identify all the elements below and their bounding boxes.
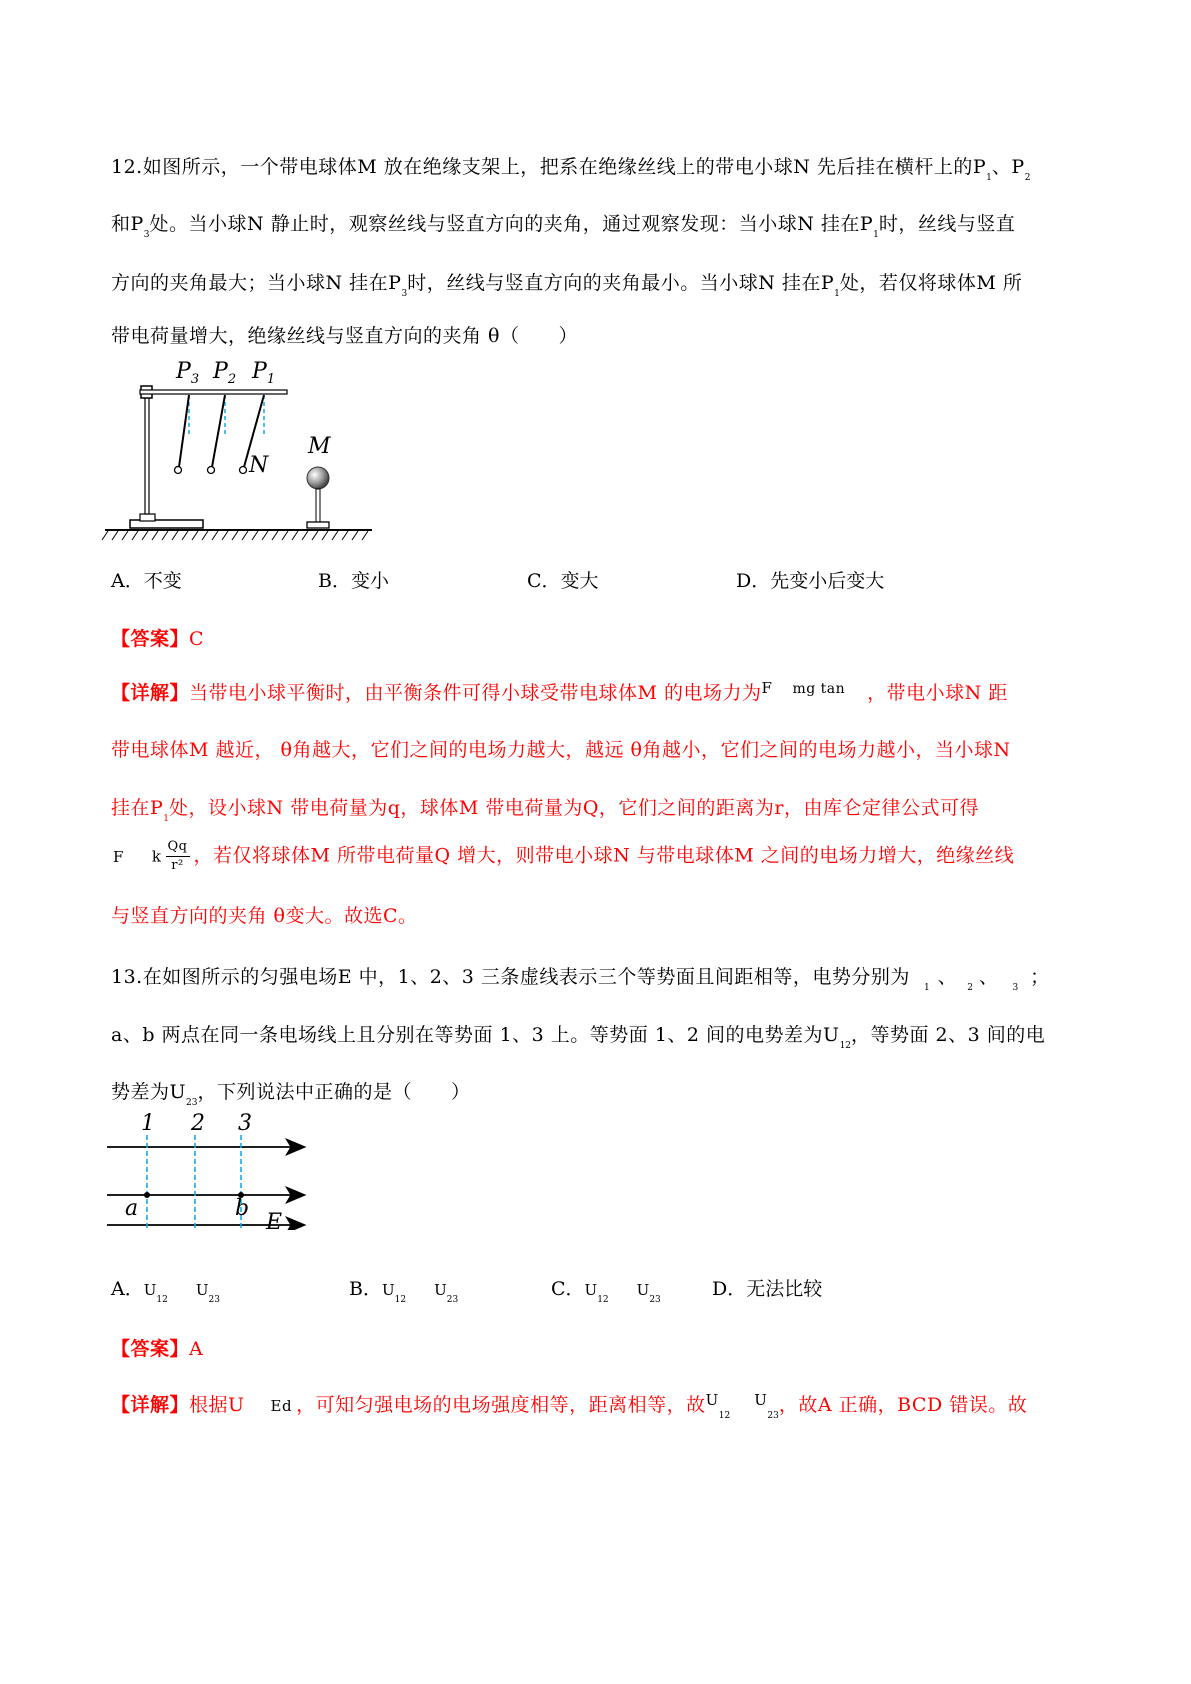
formula-f: F <box>113 847 124 866</box>
point-a-label: a <box>125 1196 139 1221</box>
q12-stem-line-1 <box>111 152 1030 183</box>
q13-text: 13.在如图所示的匀强电场E 中，1、2、3 三条虚线表示三个等势面且间距相等，电势分别为 <box>111 966 910 988</box>
subscript: 12 <box>718 1411 731 1421</box>
subscript: 3 <box>1012 983 1019 993</box>
subscript: 12 <box>839 1041 852 1051</box>
subscript: 3 <box>401 289 408 299</box>
subscript: 23 <box>649 1295 661 1305</box>
q12-stem-line-2 <box>111 209 1015 240</box>
subscript: 2 <box>1024 173 1031 183</box>
q13-option-b[interactable] <box>349 1274 458 1305</box>
formula-k: k <box>151 847 162 866</box>
field-e-label: E <box>266 1210 283 1235</box>
subscript: 3 <box>143 230 150 240</box>
subscript: 1 <box>873 230 879 240</box>
fraction-denominator: r² <box>171 858 184 873</box>
surface-3-label: 3 <box>238 1111 252 1136</box>
option-prefix: B． <box>349 1278 382 1300</box>
detail-text: ，带电小球N 距 <box>867 682 1008 704</box>
subscript: 23 <box>208 1295 220 1305</box>
q12-text: 和P <box>111 213 144 235</box>
formula-f: F <box>761 679 773 697</box>
m-label: M <box>308 434 331 459</box>
subscript: 2 <box>967 983 973 993</box>
subscript: 23 <box>767 1411 779 1421</box>
subscript: 1 <box>834 289 840 299</box>
formula-u: U <box>754 1391 768 1409</box>
q13-option-c[interactable] <box>551 1274 661 1305</box>
formula-ed: Ed <box>270 1397 293 1415</box>
detail-text: 挂在P <box>111 797 164 819</box>
detail-text: ，若仅将球体M 所带电荷量Q 增大，则带电小球N 与带电球体M 之间的电场力增大，绝缘丝线 <box>193 844 1015 867</box>
subscript: 1 <box>923 983 930 993</box>
option-u: U <box>195 1281 209 1299</box>
q12-detail-line-1 <box>111 678 1008 705</box>
q12-text: 12.如图所示，一个带电球体M 放在绝缘支架上，把系在绝缘丝线上的带电小球N 先后挂在横杆上的P <box>111 156 987 178</box>
answer-label: 【答案】 <box>111 1338 190 1360</box>
detail-text: 当带电小球平衡时，由平衡条件可得小球受带电球体M 的电场力为 <box>189 682 762 704</box>
subscript: 1 <box>986 173 992 183</box>
q12-text: 处，若仅将球体M 所 <box>839 272 1023 294</box>
q12-option-c[interactable]: C．变大 <box>527 570 599 592</box>
q12-text: 处。当小球N 静止时，观察丝线与竖直方向的夹角，通过观察发现：当小球N 挂在P <box>149 213 874 235</box>
q13-stem-line-1 <box>111 962 1050 993</box>
q12-detail-line-2: 带电球体M 越近， θ角越大，它们之间的电场力越大，越远 θ角越小，它们之间的电场力越小，当小球N <box>111 739 1011 761</box>
q13-text: a、b 两点在同一条电场线上且分别在等势面 1、3 上。等势面 1、2 间的电势差为U <box>111 1024 840 1046</box>
answer-label: 【答案】 <box>111 628 190 650</box>
point-b-label: b <box>235 1196 250 1221</box>
q12-stem-line-4: 带电荷量增大，绝缘丝线与竖直方向的夹角 θ（ ） <box>111 325 578 347</box>
q13-text: 势差为U <box>111 1081 187 1103</box>
n-label: N <box>249 453 269 478</box>
answer-value: C <box>189 628 205 650</box>
q12-option-d[interactable]: D．先变小后变大 <box>736 570 885 592</box>
q12-text: 时，丝线与竖直方向的夹角最小。当小球N 挂在P <box>407 272 835 294</box>
option-prefix: C． <box>551 1278 585 1300</box>
q12-option-b[interactable]: B．变小 <box>318 570 389 592</box>
detail-text: ，故A 正确，BCD 错误。故 <box>778 1394 1028 1416</box>
q12-detail-line-5: 与竖直方向的夹角 θ变大。故选C。 <box>111 905 418 927</box>
fraction-numerator: Qq <box>166 838 190 857</box>
detail-text: 根据U <box>189 1394 245 1416</box>
q12-stem-line-3 <box>111 268 1022 299</box>
q12-option-a[interactable]: A．不变 <box>111 570 182 592</box>
q12-text: 时，丝线与竖直 <box>878 213 1016 235</box>
q12-detail-line-3 <box>111 793 979 824</box>
formula-u: U <box>705 1391 719 1409</box>
option-u: U <box>636 1281 650 1299</box>
q13-answer <box>111 1334 203 1361</box>
subscript: 23 <box>446 1295 459 1305</box>
q12-answer <box>111 624 204 651</box>
detail-text: ，可知匀强电场的电场强度相等，距离相等，故 <box>296 1394 706 1416</box>
subscript: 12 <box>597 1295 609 1305</box>
q13-stem-line-2 <box>111 1020 1045 1051</box>
answer-value: A <box>189 1338 204 1360</box>
detail-label: 【详解】 <box>111 1394 190 1416</box>
surface-2-label: 2 <box>191 1111 205 1136</box>
subscript: 12 <box>394 1295 407 1305</box>
detail-text: 处，设小球N 带电荷量为q，球体M 带电荷量为Q，它们之间的距离为r，由库仑定律公式可得 <box>169 797 980 819</box>
option-u: U <box>143 1281 157 1299</box>
q13-text: 、 <box>937 966 958 988</box>
q13-text: ，下列说法中正确的是（ ） <box>197 1081 471 1103</box>
q13-option-d[interactable]: D．无法比较 <box>712 1278 823 1300</box>
q13-stem-line-3 <box>111 1077 470 1108</box>
formula-mgtan: mg tan <box>792 681 846 697</box>
option-u: U <box>584 1281 598 1299</box>
q13-text: 、 <box>978 966 999 988</box>
subscript: 23 <box>186 1098 198 1108</box>
subscript: 12 <box>156 1295 168 1305</box>
p2-label: $P_2$ <box>213 359 237 387</box>
subscript: 1 <box>163 814 170 824</box>
option-u: U <box>381 1281 395 1299</box>
q13-text: ； <box>1030 966 1050 988</box>
p1-label: $P_1$ <box>252 359 276 387</box>
q12-pendulum-figure <box>100 350 410 545</box>
q12-text: 方向的夹角最大；当小球N 挂在P <box>111 272 402 294</box>
surface-1-label: 1 <box>141 1111 155 1136</box>
q13-text: ，等势面 2、3 间的电 <box>851 1024 1046 1046</box>
formula-fraction <box>166 838 190 875</box>
q13-detail-line-1 <box>111 1390 1027 1421</box>
q12-detail-line-4 <box>111 838 1014 875</box>
detail-label: 【详解】 <box>111 682 190 704</box>
option-prefix: A． <box>111 1278 144 1300</box>
q12-text: 、P <box>991 156 1025 178</box>
q13-option-a[interactable] <box>111 1274 220 1305</box>
p3-label: $P_3$ <box>176 359 200 387</box>
option-u: U <box>434 1281 447 1299</box>
